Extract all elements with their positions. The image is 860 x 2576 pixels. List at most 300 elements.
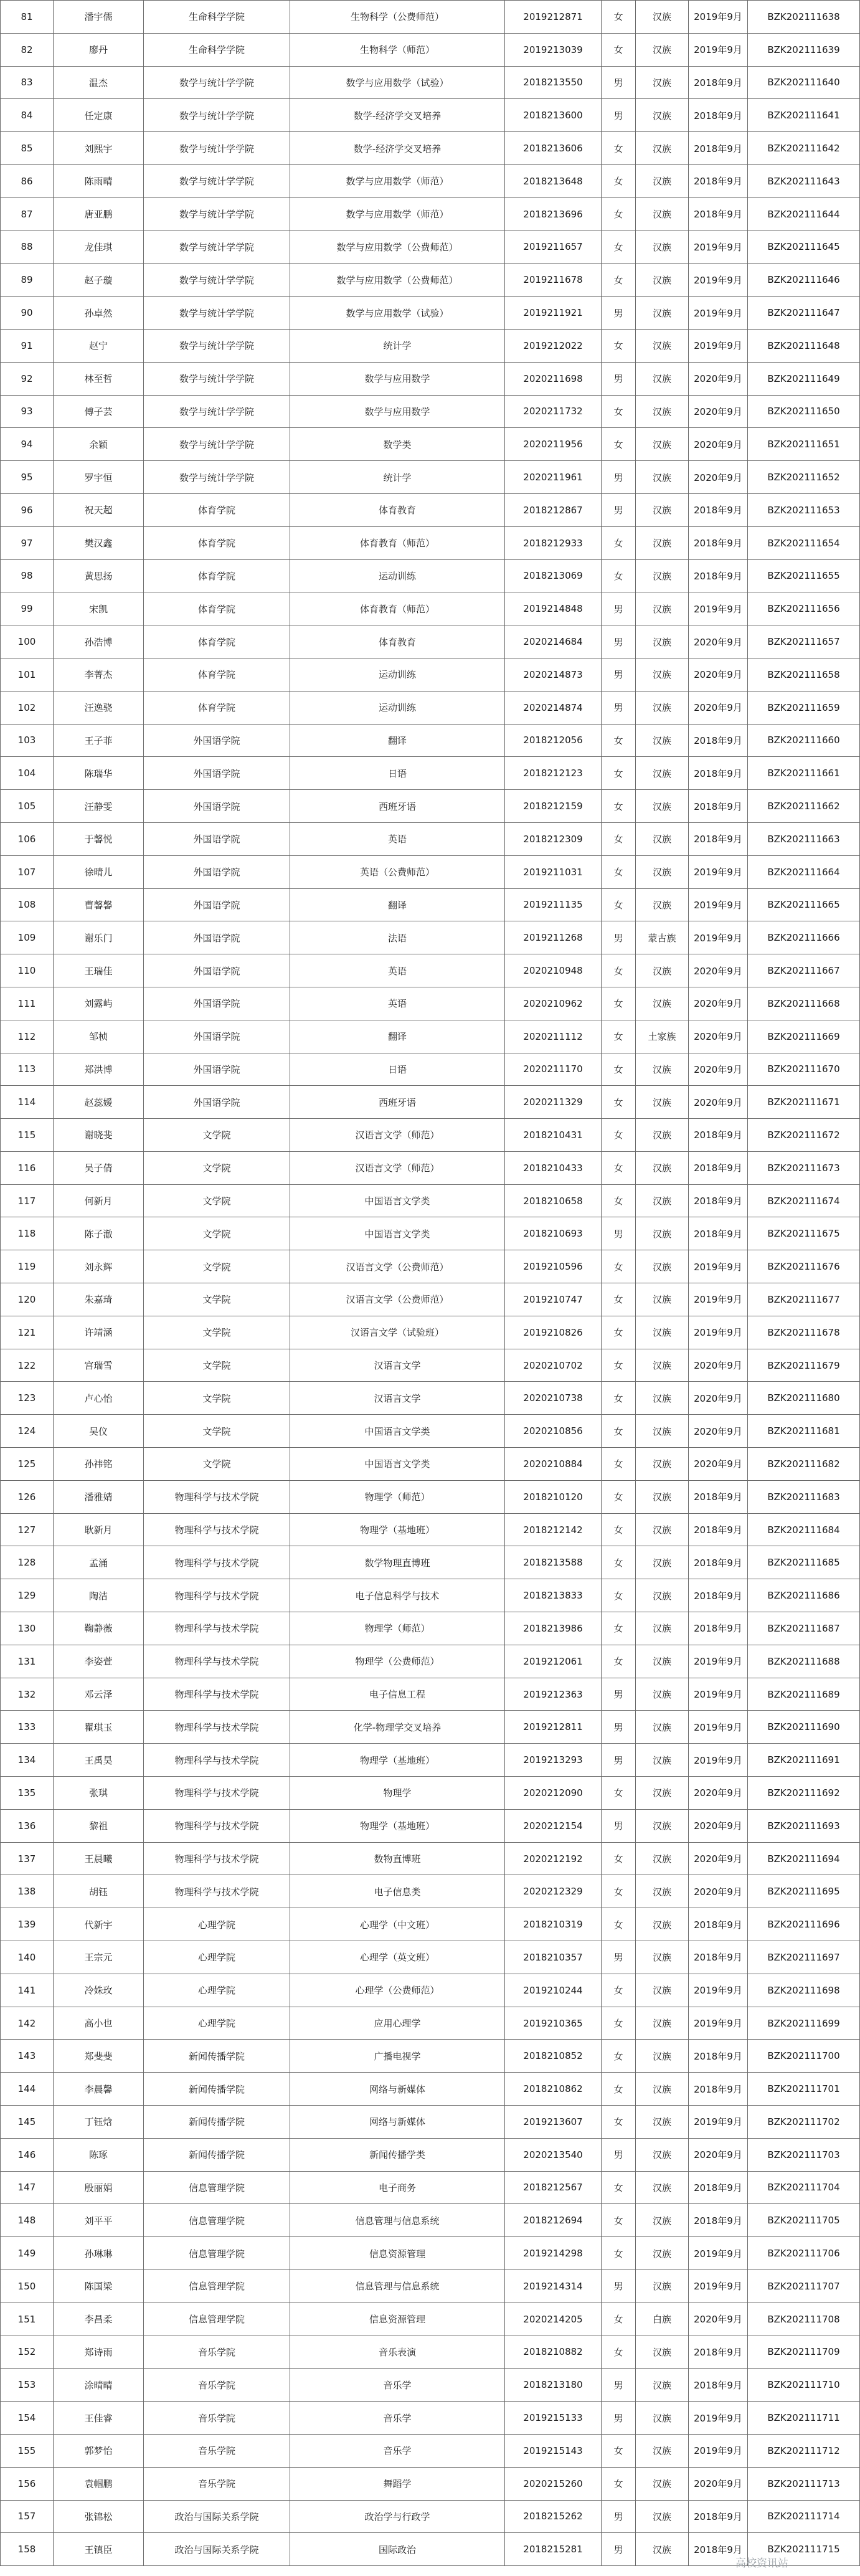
student-id-cell: 2018212142 [505, 1513, 602, 1546]
student-name-cell: 宫瑞雪 [54, 1349, 144, 1382]
table-row [1, 987, 860, 1020]
major-cell: 统计学 [290, 329, 505, 362]
certificate-number-cell: BZK202111669 [748, 1020, 860, 1053]
gender-cell: 男 [602, 691, 636, 724]
certificate-number-cell: BZK202111645 [748, 231, 860, 264]
enrollment-date-cell: 2018年9月 [689, 1184, 748, 1217]
major-cell: 数学与应用数学（公费师范） [290, 231, 505, 264]
certificate-number-cell: BZK202111674 [748, 1184, 860, 1217]
enrollment-date-cell: 2020年9月 [689, 1349, 748, 1382]
college-cell: 文学院 [144, 1250, 290, 1283]
gender-cell: 女 [602, 2106, 636, 2139]
row-number-cell: 95 [1, 461, 54, 494]
gender-cell: 女 [602, 757, 636, 790]
student-name-cell: 李菁杰 [54, 658, 144, 691]
major-cell: 中国语言文学类 [290, 1184, 505, 1217]
student-id-cell: 2020211961 [505, 461, 602, 494]
college-cell: 音乐学院 [144, 2467, 290, 2500]
college-cell: 物理科学与技术学院 [144, 1711, 290, 1744]
certificate-number-cell: BZK202111641 [748, 99, 860, 132]
major-cell: 中国语言文学类 [290, 1217, 505, 1250]
student-id-cell: 2019213607 [505, 2106, 602, 2139]
certificate-number-cell: BZK202111667 [748, 954, 860, 987]
gender-cell: 女 [602, 329, 636, 362]
row-number-cell: 145 [1, 2106, 54, 2139]
gender-cell: 男 [602, 1941, 636, 1974]
table-row [1, 1151, 860, 1184]
enrollment-date-cell: 2019年9月 [689, 1974, 748, 2007]
certificate-number-cell: BZK202111654 [748, 526, 860, 559]
row-number-cell: 111 [1, 987, 54, 1020]
major-cell: 翻译 [290, 724, 505, 757]
gender-cell: 女 [602, 264, 636, 297]
table-row [1, 2106, 860, 2139]
major-cell: 网络与新媒体 [290, 2106, 505, 2139]
gender-cell: 女 [602, 2040, 636, 2073]
enrollment-date-cell: 2019年9月 [689, 2402, 748, 2435]
table-row [1, 2237, 860, 2270]
certificate-number-cell: BZK202111656 [748, 592, 860, 625]
row-number-cell: 93 [1, 395, 54, 428]
table-row [1, 2533, 860, 2566]
major-cell: 信息资源管理 [290, 2237, 505, 2270]
college-cell: 心理学院 [144, 1908, 290, 1941]
student-name-cell: 王瑞佳 [54, 954, 144, 987]
ethnicity-cell: 汉族 [636, 1941, 689, 1974]
college-cell: 文学院 [144, 1217, 290, 1250]
certificate-number-cell: BZK202111670 [748, 1053, 860, 1086]
student-name-cell: 宋凯 [54, 592, 144, 625]
row-number-cell: 87 [1, 197, 54, 231]
ethnicity-cell: 汉族 [636, 592, 689, 625]
gender-cell: 男 [602, 1809, 636, 1842]
gender-cell: 女 [602, 1579, 636, 1612]
college-cell: 信息管理学院 [144, 2204, 290, 2237]
table-row [1, 2303, 860, 2336]
gender-cell: 女 [602, 1020, 636, 1053]
gender-cell: 女 [602, 1612, 636, 1645]
student-id-cell: 2019210365 [505, 2007, 602, 2040]
student-name-cell: 李姿萱 [54, 1645, 144, 1678]
major-cell: 物理学 [290, 1777, 505, 1810]
row-number-cell: 106 [1, 822, 54, 855]
ethnicity-cell: 汉族 [636, 1678, 689, 1711]
college-cell: 数学与统计学学院 [144, 395, 290, 428]
table-row [1, 66, 860, 99]
ethnicity-cell: 汉族 [636, 1645, 689, 1678]
row-number-cell: 151 [1, 2303, 54, 2336]
gender-cell: 男 [602, 66, 636, 99]
enrollment-date-cell: 2018年9月 [689, 559, 748, 592]
student-id-cell: 2019213293 [505, 1744, 602, 1777]
table-row [1, 1184, 860, 1217]
certificate-number-cell: BZK202111683 [748, 1480, 860, 1513]
college-cell: 物理科学与技术学院 [144, 1546, 290, 1579]
student-id-cell: 2020214874 [505, 691, 602, 724]
certificate-number-cell: BZK202111673 [748, 1151, 860, 1184]
student-name-cell: 李晨馨 [54, 2073, 144, 2106]
student-name-cell: 赵蕊媛 [54, 1086, 144, 1119]
ethnicity-cell: 汉族 [636, 1875, 689, 1908]
row-number-cell: 125 [1, 1448, 54, 1481]
college-cell: 文学院 [144, 1349, 290, 1382]
major-cell: 音乐学 [290, 2369, 505, 2402]
row-number-cell: 140 [1, 1941, 54, 1974]
row-number-cell: 149 [1, 2237, 54, 2270]
table-row [1, 2204, 860, 2237]
student-id-cell: 2019215133 [505, 2402, 602, 2435]
student-name-cell: 瞿琪玉 [54, 1711, 144, 1744]
ethnicity-cell: 汉族 [636, 1053, 689, 1086]
enrollment-date-cell: 2018年9月 [689, 99, 748, 132]
major-cell: 英语（公费师范） [290, 855, 505, 888]
certificate-number-cell: BZK202111644 [748, 197, 860, 231]
ethnicity-cell: 汉族 [636, 559, 689, 592]
student-id-cell: 2018210120 [505, 1480, 602, 1513]
ethnicity-cell: 汉族 [636, 1349, 689, 1382]
ethnicity-cell: 汉族 [636, 428, 689, 461]
major-cell: 物理学（公费师范） [290, 1645, 505, 1678]
gender-cell: 女 [602, 1645, 636, 1678]
table-row [1, 1579, 860, 1612]
row-number-cell: 131 [1, 1645, 54, 1678]
table-row [1, 2467, 860, 2500]
college-cell: 数学与统计学学院 [144, 428, 290, 461]
ethnicity-cell: 汉族 [636, 757, 689, 790]
certificate-number-cell: BZK202111668 [748, 987, 860, 1020]
certificate-number-cell: BZK202111648 [748, 329, 860, 362]
student-id-cell: 2020210738 [505, 1382, 602, 1415]
student-name-cell: 孙祎铭 [54, 1448, 144, 1481]
row-number-cell: 86 [1, 164, 54, 197]
gender-cell: 女 [602, 954, 636, 987]
gender-cell: 男 [602, 2138, 636, 2171]
college-cell: 物理科学与技术学院 [144, 1744, 290, 1777]
major-cell: 数学与应用数学（试验） [290, 66, 505, 99]
major-cell: 汉语言文学（公费师范） [290, 1283, 505, 1316]
student-id-cell: 2019215143 [505, 2434, 602, 2467]
major-cell: 应用心理学 [290, 2007, 505, 2040]
ethnicity-cell: 蒙古族 [636, 921, 689, 954]
row-number-cell: 83 [1, 66, 54, 99]
major-cell: 电子信息类 [290, 1875, 505, 1908]
ethnicity-cell: 汉族 [636, 1809, 689, 1842]
enrollment-date-cell: 2018年9月 [689, 724, 748, 757]
college-cell: 信息管理学院 [144, 2237, 290, 2270]
ethnicity-cell: 汉族 [636, 231, 689, 264]
table-row [1, 1119, 860, 1152]
ethnicity-cell: 汉族 [636, 2106, 689, 2139]
enrollment-date-cell: 2019年9月 [689, 231, 748, 264]
gender-cell: 男 [602, 1711, 636, 1744]
college-cell: 体育学院 [144, 625, 290, 658]
enrollment-date-cell: 2019年9月 [689, 2237, 748, 2270]
major-cell: 英语 [290, 954, 505, 987]
ethnicity-cell: 汉族 [636, 1151, 689, 1184]
enrollment-date-cell: 2019年9月 [689, 297, 748, 330]
row-number-cell: 105 [1, 790, 54, 823]
ethnicity-cell: 汉族 [636, 1842, 689, 1875]
college-cell: 物理科学与技术学院 [144, 1777, 290, 1810]
enrollment-date-cell: 2019年9月 [689, 33, 748, 66]
student-name-cell: 邓云泽 [54, 1678, 144, 1711]
major-cell: 数学与应用数学（公费师范） [290, 264, 505, 297]
ethnicity-cell: 汉族 [636, 1086, 689, 1119]
student-id-cell: 2019212022 [505, 329, 602, 362]
certificate-number-cell: BZK202111655 [748, 559, 860, 592]
enrollment-date-cell: 2019年9月 [689, 264, 748, 297]
row-number-cell: 155 [1, 2434, 54, 2467]
enrollment-date-cell: 2018年9月 [689, 2500, 748, 2533]
college-cell: 新闻传播学院 [144, 2073, 290, 2106]
student-id-cell: 2020210702 [505, 1349, 602, 1382]
student-name-cell: 郑洪博 [54, 1053, 144, 1086]
student-id-cell: 2020211956 [505, 428, 602, 461]
student-name-cell: 王宗元 [54, 1941, 144, 1974]
student-name-cell: 谢乐门 [54, 921, 144, 954]
student-id-cell: 2018213550 [505, 66, 602, 99]
certificate-number-cell: BZK202111710 [748, 2369, 860, 2402]
row-number-cell: 123 [1, 1382, 54, 1415]
gender-cell: 女 [602, 987, 636, 1020]
gender-cell: 女 [602, 132, 636, 165]
gender-cell: 女 [602, 822, 636, 855]
row-number-cell: 152 [1, 2336, 54, 2369]
major-cell: 日语 [290, 1053, 505, 1086]
enrollment-date-cell: 2020年9月 [689, 395, 748, 428]
table-row [1, 395, 860, 428]
certificate-number-cell: BZK202111695 [748, 1875, 860, 1908]
gender-cell: 女 [602, 2007, 636, 2040]
table-row [1, 790, 860, 823]
enrollment-date-cell: 2020年9月 [689, 1053, 748, 1086]
major-cell: 数学类 [290, 428, 505, 461]
certificate-number-cell: BZK202111664 [748, 855, 860, 888]
row-number-cell: 153 [1, 2369, 54, 2402]
enrollment-date-cell: 2018年9月 [689, 2073, 748, 2106]
college-cell: 体育学院 [144, 658, 290, 691]
ethnicity-cell: 汉族 [636, 2237, 689, 2270]
college-cell: 体育学院 [144, 559, 290, 592]
certificate-number-cell: BZK202111712 [748, 2434, 860, 2467]
ethnicity-cell: 汉族 [636, 164, 689, 197]
enrollment-date-cell: 2018年9月 [689, 790, 748, 823]
enrollment-date-cell: 2020年9月 [689, 1382, 748, 1415]
college-cell: 数学与统计学学院 [144, 461, 290, 494]
enrollment-date-cell: 2019年9月 [689, 1744, 748, 1777]
certificate-number-cell: BZK202111694 [748, 1842, 860, 1875]
enrollment-date-cell: 2020年9月 [689, 362, 748, 395]
student-id-cell: 2018210882 [505, 2336, 602, 2369]
student-id-cell: 2018213606 [505, 132, 602, 165]
table-row [1, 592, 860, 625]
ethnicity-cell: 汉族 [636, 888, 689, 921]
student-name-cell: 郑斐斐 [54, 2040, 144, 2073]
enrollment-date-cell: 2018年9月 [689, 822, 748, 855]
certificate-number-cell: BZK202111688 [748, 1645, 860, 1678]
row-number-cell: 90 [1, 297, 54, 330]
gender-cell: 女 [602, 395, 636, 428]
gender-cell: 女 [602, 1316, 636, 1349]
certificate-number-cell: BZK202111714 [748, 2500, 860, 2533]
enrollment-date-cell: 2018年9月 [689, 526, 748, 559]
major-cell: 汉语言文学（师范） [290, 1119, 505, 1152]
major-cell: 物理学（师范） [290, 1612, 505, 1645]
ethnicity-cell: 汉族 [636, 297, 689, 330]
major-cell: 物理学（师范） [290, 1480, 505, 1513]
row-number-cell: 107 [1, 855, 54, 888]
ethnicity-cell: 汉族 [636, 954, 689, 987]
college-cell: 物理科学与技术学院 [144, 1678, 290, 1711]
certificate-number-cell: BZK202111715 [748, 2533, 860, 2566]
row-number-cell: 114 [1, 1086, 54, 1119]
student-name-cell: 高小也 [54, 2007, 144, 2040]
student-id-cell: 2018212933 [505, 526, 602, 559]
student-name-cell: 王镇臣 [54, 2533, 144, 2566]
student-name-cell: 孙浩博 [54, 625, 144, 658]
major-cell: 信息资源管理 [290, 2303, 505, 2336]
student-id-cell: 2018210431 [505, 1119, 602, 1152]
student-name-cell: 潘宇儒 [54, 1, 144, 34]
row-number-cell: 84 [1, 99, 54, 132]
student-id-cell: 2020212329 [505, 1875, 602, 1908]
enrollment-date-cell: 2020年9月 [689, 2138, 748, 2171]
major-cell: 运动训练 [290, 559, 505, 592]
student-name-cell: 任定康 [54, 99, 144, 132]
enrollment-date-cell: 2018年9月 [689, 2369, 748, 2402]
student-id-cell: 2018210693 [505, 1217, 602, 1250]
student-name-cell: 郭梦怡 [54, 2434, 144, 2467]
college-cell: 外国语学院 [144, 1053, 290, 1086]
row-number-cell: 100 [1, 625, 54, 658]
major-cell: 汉语言文学（试验班） [290, 1316, 505, 1349]
ethnicity-cell: 汉族 [636, 2040, 689, 2073]
gender-cell: 女 [602, 1184, 636, 1217]
major-cell: 物理学（基地班） [290, 1744, 505, 1777]
certificate-number-cell: BZK202111707 [748, 2269, 860, 2303]
ethnicity-cell: 汉族 [636, 2138, 689, 2171]
major-cell: 日语 [290, 757, 505, 790]
student-id-cell: 2020211112 [505, 1020, 602, 1053]
major-cell: 音乐学 [290, 2402, 505, 2435]
major-cell: 中国语言文学类 [290, 1415, 505, 1448]
college-cell: 音乐学院 [144, 2402, 290, 2435]
table-row [1, 1, 860, 34]
certificate-number-cell: BZK202111702 [748, 2106, 860, 2139]
row-number-cell: 147 [1, 2171, 54, 2204]
major-cell: 数学与应用数学 [290, 395, 505, 428]
student-name-cell: 殷丽娟 [54, 2171, 144, 2204]
certificate-number-cell: BZK202111701 [748, 2073, 860, 2106]
certificate-number-cell: BZK202111639 [748, 33, 860, 66]
row-number-cell: 116 [1, 1151, 54, 1184]
major-cell: 数学物理直博班 [290, 1546, 505, 1579]
certificate-number-cell: BZK202111657 [748, 625, 860, 658]
table-row [1, 1086, 860, 1119]
certificate-number-cell: BZK202111708 [748, 2303, 860, 2336]
ethnicity-cell: 汉族 [636, 2402, 689, 2435]
student-name-cell: 张锦松 [54, 2500, 144, 2533]
ethnicity-cell: 土家族 [636, 1020, 689, 1053]
gender-cell: 女 [602, 33, 636, 66]
student-id-cell: 2018210852 [505, 2040, 602, 2073]
certificate-number-cell: BZK202111703 [748, 2138, 860, 2171]
college-cell: 新闻传播学院 [144, 2138, 290, 2171]
enrollment-date-cell: 2018年9月 [689, 2040, 748, 2073]
row-number-cell: 92 [1, 362, 54, 395]
certificate-number-cell: BZK202111652 [748, 461, 860, 494]
gender-cell: 女 [602, 559, 636, 592]
certificate-number-cell: BZK202111682 [748, 1448, 860, 1481]
major-cell: 英语 [290, 987, 505, 1020]
certificate-number-cell: BZK202111697 [748, 1941, 860, 1974]
ethnicity-cell: 汉族 [636, 1513, 689, 1546]
college-cell: 物理科学与技术学院 [144, 1612, 290, 1645]
student-name-cell: 刘永辉 [54, 1250, 144, 1283]
row-number-cell: 98 [1, 559, 54, 592]
table-row [1, 1053, 860, 1086]
student-name-cell: 郑诗雨 [54, 2336, 144, 2369]
student-id-cell: 2018213986 [505, 1612, 602, 1645]
table-row [1, 1250, 860, 1283]
row-number-cell: 156 [1, 2467, 54, 2500]
row-number-cell: 85 [1, 132, 54, 165]
ethnicity-cell: 汉族 [636, 33, 689, 66]
row-number-cell: 133 [1, 1711, 54, 1744]
gender-cell: 男 [602, 2402, 636, 2435]
student-id-cell: 2018210658 [505, 1184, 602, 1217]
ethnicity-cell: 汉族 [636, 526, 689, 559]
student-name-cell: 刘平平 [54, 2204, 144, 2237]
enrollment-date-cell: 2018年9月 [689, 1513, 748, 1546]
table-row [1, 526, 860, 559]
student-name-cell: 代新宇 [54, 1908, 144, 1941]
ethnicity-cell: 汉族 [636, 2434, 689, 2467]
enrollment-date-cell: 2019年9月 [689, 1283, 748, 1316]
ethnicity-cell: 汉族 [636, 264, 689, 297]
student-id-cell: 2020211329 [505, 1086, 602, 1119]
gender-cell: 女 [602, 197, 636, 231]
table-row [1, 1612, 860, 1645]
major-cell: 电子信息工程 [290, 1678, 505, 1711]
table-row [1, 164, 860, 197]
student-name-cell: 胡钰 [54, 1875, 144, 1908]
major-cell: 数学与应用数学（师范） [290, 164, 505, 197]
major-cell: 物理学（基地班） [290, 1809, 505, 1842]
major-cell: 广播电视学 [290, 2040, 505, 2073]
ethnicity-cell: 汉族 [636, 1612, 689, 1645]
student-name-cell: 陈雨晴 [54, 164, 144, 197]
college-cell: 政治与国际关系学院 [144, 2533, 290, 2566]
gender-cell: 女 [602, 2467, 636, 2500]
major-cell: 体育教育 [290, 625, 505, 658]
table-row [1, 1448, 860, 1481]
college-cell: 数学与统计学学院 [144, 329, 290, 362]
major-cell: 翻译 [290, 1020, 505, 1053]
major-cell: 体育教育（师范） [290, 526, 505, 559]
student-name-cell: 王晨曦 [54, 1842, 144, 1875]
student-name-cell: 许靖涵 [54, 1316, 144, 1349]
student-name-cell: 温杰 [54, 66, 144, 99]
college-cell: 数学与统计学学院 [144, 197, 290, 231]
student-name-cell: 李昌柔 [54, 2303, 144, 2336]
certificate-number-cell: BZK202111685 [748, 1546, 860, 1579]
enrollment-date-cell: 2020年9月 [689, 954, 748, 987]
enrollment-date-cell: 2018年9月 [689, 2336, 748, 2369]
row-number-cell: 132 [1, 1678, 54, 1711]
certificate-number-cell: BZK202111693 [748, 1809, 860, 1842]
enrollment-date-cell: 2020年9月 [689, 1415, 748, 1448]
